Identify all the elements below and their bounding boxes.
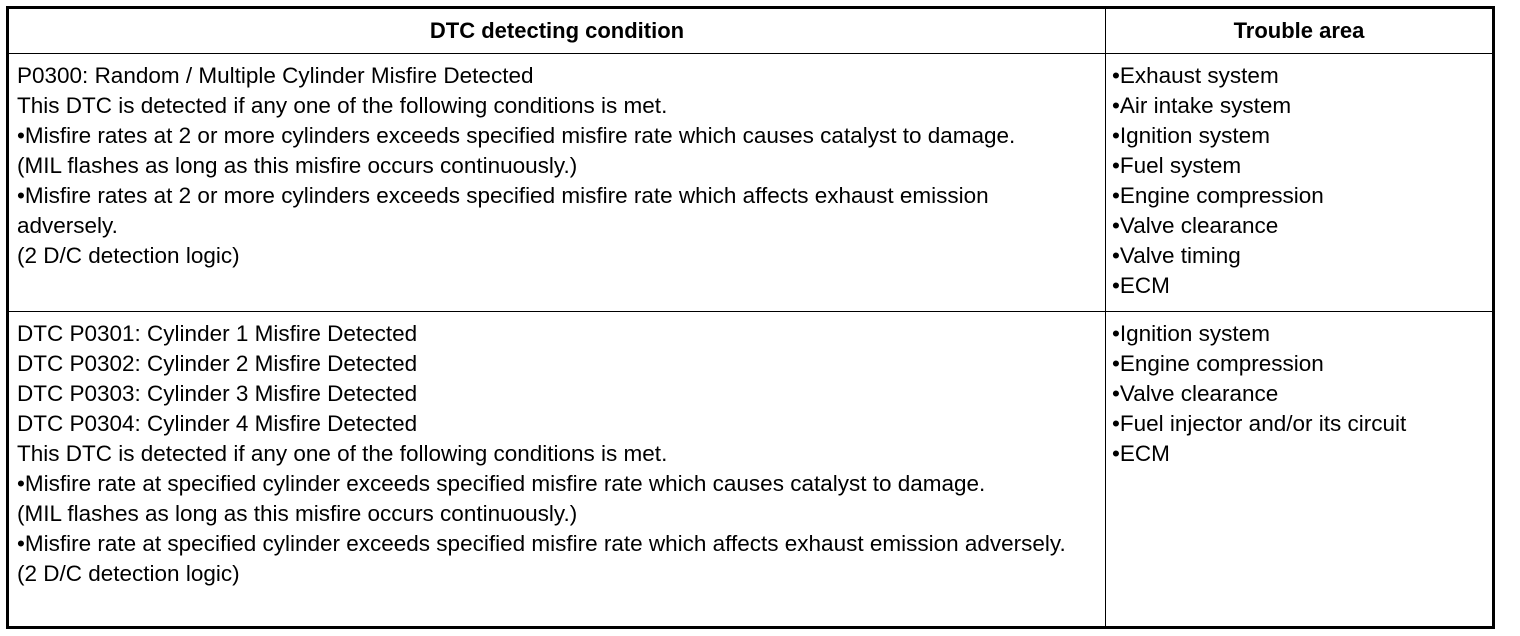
trouble-area-item: •ECM <box>1112 273 1170 298</box>
condition-line: •Misfire rates at 2 or more cylinders exceeds specified misfire rate which causes catalyst to damage. <box>17 123 1016 148</box>
condition-line: DTC P0302: Cylinder 2 Misfire Detected <box>17 351 418 376</box>
trouble-area-item: •Fuel system <box>1112 153 1242 178</box>
trouble-area-item: •Fuel injector and/or its circuit <box>1112 411 1407 436</box>
trouble-area-item: •Engine compression <box>1112 183 1324 208</box>
condition-line: This DTC is detected if any one of the following conditions is met. <box>17 441 668 466</box>
dtc-table <box>6 6 1495 629</box>
condition-line: (MIL flashes as long as this misfire occurs continuously.) <box>17 153 578 178</box>
condition-line: DTC P0301: Cylinder 1 Misfire Detected <box>17 321 418 346</box>
header-row <box>8 8 1494 54</box>
condition-line: •Misfire rate at specified cylinder exceeds specified misfire rate which affects exhaust emission adversely. <box>17 531 1066 556</box>
trouble-area-item: •Valve timing <box>1112 243 1241 268</box>
condition-line: (2 D/C detection logic) <box>17 561 240 586</box>
trouble-area-item: •ECM <box>1112 441 1170 466</box>
table-row <box>8 312 1494 628</box>
condition-line: (2 D/C detection logic) <box>17 243 240 268</box>
condition-line: P0300: Random / Multiple Cylinder Misfire Detected <box>17 63 534 88</box>
condition-line: DTC P0304: Cylinder 4 Misfire Detected <box>17 411 418 436</box>
trouble-area-cell <box>1106 54 1494 312</box>
trouble-area-item: •Valve clearance <box>1112 213 1279 238</box>
condition-line: This DTC is detected if any one of the following conditions is met. <box>17 93 668 118</box>
trouble-area-item: •Ignition system <box>1112 321 1270 346</box>
condition-cell <box>8 312 1106 628</box>
condition-line: •Misfire rate at specified cylinder exceeds specified misfire rate which causes catalyst to damage. <box>17 471 986 496</box>
condition-cell <box>8 54 1106 312</box>
header-condition: DTC detecting condition <box>8 8 1106 54</box>
condition-line: •Misfire rates at 2 or more cylinders exceeds specified misfire rate which affects exhaust emission adversely. <box>17 183 995 238</box>
trouble-area-item: •Exhaust system <box>1112 63 1279 88</box>
trouble-area-cell <box>1106 312 1494 628</box>
header-trouble-area: Trouble area <box>1106 8 1494 54</box>
trouble-area-item: •Air intake system <box>1112 93 1292 118</box>
condition-line: (MIL flashes as long as this misfire occurs continuously.) <box>17 501 578 526</box>
trouble-area-item: •Engine compression <box>1112 351 1324 376</box>
trouble-area-item: •Valve clearance <box>1112 381 1279 406</box>
condition-line: DTC P0303: Cylinder 3 Misfire Detected <box>17 381 418 406</box>
trouble-area-item: •Ignition system <box>1112 123 1270 148</box>
table-row <box>8 54 1494 312</box>
